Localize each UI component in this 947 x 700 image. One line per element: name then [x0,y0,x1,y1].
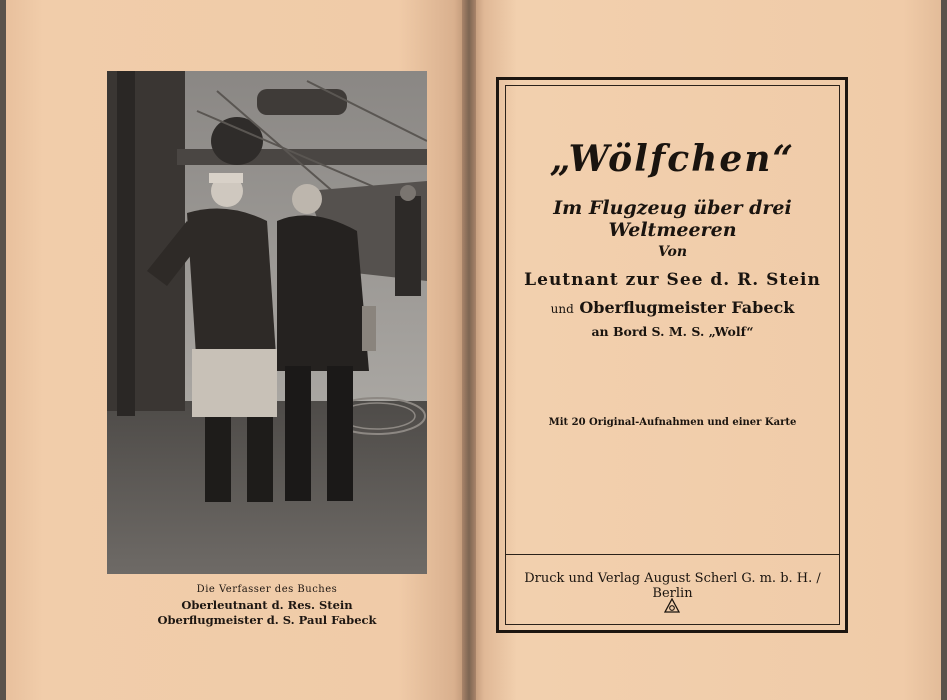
by-label: Von [657,244,688,260]
author-2 [505,298,840,317]
caption-line-3: Oberflugmeister d. S. Paul Fabeck [157,613,377,627]
author-2-name: Oberflugmeister Fabeck [579,298,795,317]
caption-line-2: Oberleutnant d. Res. Stein [181,598,353,612]
publisher-divider [505,554,840,555]
book-title: „Wölfchen“ [549,138,796,180]
ship-line: an Bord S. M. S. „Wolf“ [591,324,754,339]
publisher-logo-icon [664,598,680,614]
author-1: Leutnant zur See d. R. Stein [524,270,821,290]
illustrations-note: Mit 20 Original-Aufnahmen und einer Karte [548,417,797,428]
book-subtitle: Im Flugzeug über drei Weltmeeren [553,197,792,241]
frontispiece-photo [107,71,427,574]
caption-line-1: Die Verfasser des Buches [196,584,338,595]
and-label: und [550,302,574,316]
book-spine [462,0,476,700]
publisher-line: Druck und Verlag August Scherl G. m. b. H. / Berlin [524,571,821,601]
photo-caption [106,584,428,628]
